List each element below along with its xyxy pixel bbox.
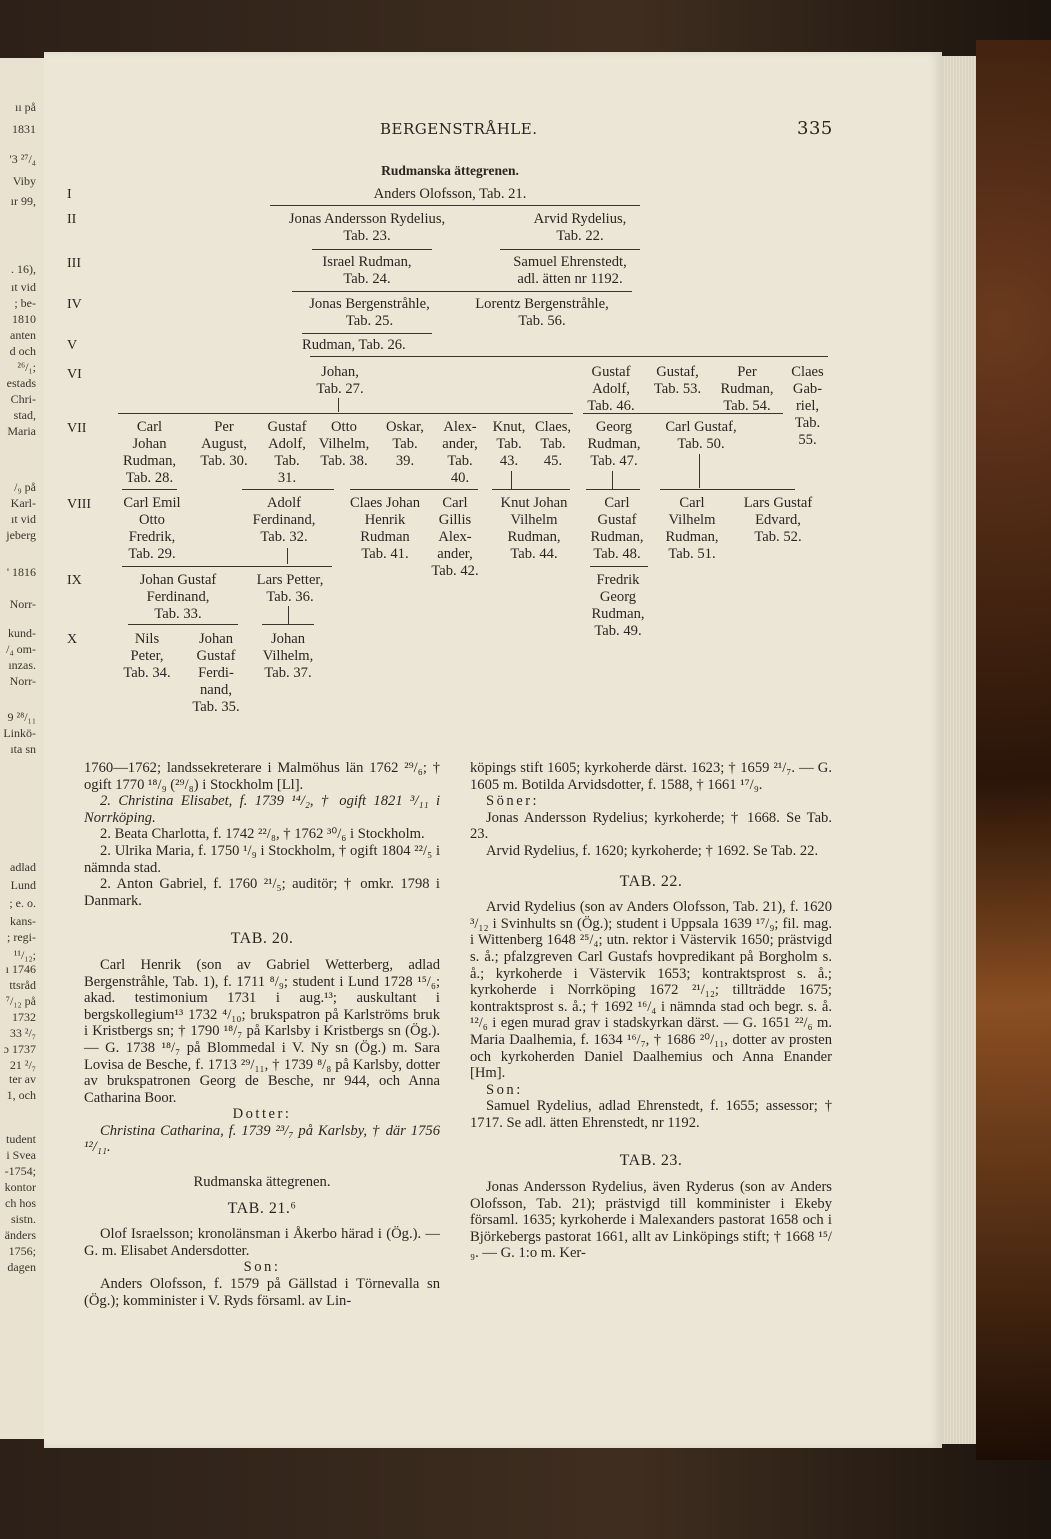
left-column — [84, 760, 440, 1309]
tree-stem — [511, 471, 512, 489]
tree-stem — [288, 606, 289, 624]
previous-page-fragment: 1756; — [8, 1244, 36, 1258]
previous-page-fragment: Lund — [10, 878, 36, 892]
tree-node: Carl Emil Otto Fredrik, Tab. 29. — [123, 495, 181, 562]
previous-page-fragment: ıt vid — [10, 280, 36, 294]
tree-node: Alex- ander, Tab. 40. — [442, 419, 478, 486]
tree-node: Jonas Andersson Rydelius, Tab. 23. — [288, 211, 446, 244]
page-edges — [940, 56, 976, 1444]
tree-node: Per August, Tab. 30. — [200, 419, 248, 469]
tree-node: Israel Rudman, Tab. 24. — [322, 254, 412, 287]
table-heading: TAB. 22. — [619, 872, 683, 890]
section-heading: Rudmanska ättegrenen. — [193, 1174, 331, 1191]
previous-page-fragment: ' 1816 — [6, 565, 36, 579]
roman-numeral: IV — [67, 297, 82, 312]
table-heading: TAB. 23. — [619, 1152, 683, 1170]
previous-page-fragment: ²⁶/₁; — [17, 360, 36, 374]
tree-bracket — [350, 489, 478, 490]
previous-page-fragment: Norr- — [9, 674, 36, 688]
subheading: Son: — [486, 1081, 523, 1098]
tree-stem — [338, 398, 339, 412]
tree-node: Jonas Bergenstråhle, Tab. 25. — [309, 296, 430, 329]
previous-page-fragment: '3 ²⁷/₄ — [9, 152, 36, 166]
subheading: Dotter: — [232, 1106, 292, 1123]
tree-node: Knut, Tab. 43. — [492, 419, 526, 469]
paragraph: Christina Catharina, f. 1739 ²³/₇ på Karlsby, † där 1756 ¹²/₁₁. — [84, 1122, 440, 1156]
roman-numeral: VI — [67, 367, 82, 382]
tree-node: Rudman, Tab. 26. — [302, 337, 406, 353]
page-number: 335 — [797, 118, 833, 139]
tree-node: Carl Gustaf Rudman, Tab. 48. — [590, 495, 644, 562]
tree-bracket — [586, 489, 640, 490]
previous-page-fragment: i Svea — [6, 1148, 36, 1162]
table-heading: TAB. 21.⁶ — [227, 1199, 297, 1217]
paragraph: Arvid Rydelius, f. 1620; kyrkoherde; † 1692. Se Tab. 22. — [486, 842, 819, 859]
previous-page-fragment: kans- — [10, 914, 36, 928]
paragraph: 1760—1762; landssekreterare i Malmöhus län 1762 ²⁹/₆; † ogift 1770 ¹⁸/₉ (²⁹/₈) i Stockholm [Ll]. — [84, 760, 440, 793]
tree-node: Carl Vilhelm Rudman, Tab. 51. — [665, 495, 719, 562]
previous-page-fragment: /₉ på — [14, 480, 36, 494]
paragraph: Anders Olofsson, f. 1579 på Gällstad i Törnevalla sn (Ög.); komminister i V. Ryds församl. av Lin- — [84, 1276, 440, 1309]
roman-numeral: I — [67, 187, 72, 202]
tree-bracket — [302, 333, 432, 334]
tree-node: Johan Vilhelm, Tab. 37. — [262, 631, 314, 681]
previous-page-fragment: 1810 — [12, 312, 36, 326]
previous-page-fragment: ter av — [9, 1072, 36, 1086]
previous-page-fragment: Viby — [12, 174, 36, 188]
paragraph: Arvid Rydelius (son av Anders Olofsson, Tab. 21), f. 1620 ³/₁₂ i Svinhults sn (Ög.); student i Uppsala 1639 ¹⁷/₉; fil. mag. i Wittenberg 1648 ²⁵/₄; utn. rektor i Västervik 1650; prästvigd s. å.; pfalzgreven Carl Gustafs hovpredikant på Borgholm s. å.; kyrkoherde i Västervik 1653; kontraktsprost s. å.; kyrkoherde i Norrköping 1672 ²¹/₁₂; tillträdde 1675; kontraktsprost s. å.; † 1692 ¹⁶/₄ i nämnda stad och begr. s. å. ¹²/₆ i egen murad grav i stadskyrkan därst. — G. 1651 ²²/₆ m. Maria Daalhemia, f. 1634 ¹⁶/₇, † 1686 ²⁰/₁₁, dotter av prosten och kyrkoherden Daniel Daalhemius och Anna Enander [Hm]. — [470, 899, 832, 1082]
previous-page-fragment: ıt vid — [10, 512, 36, 526]
previous-page-fragment: ır 99, — [10, 194, 36, 208]
previous-page-strip — [0, 58, 45, 1439]
previous-page-fragment: Norr- — [9, 597, 36, 611]
previous-page-fragment: 9 ²⁸/₁₁ — [7, 710, 36, 724]
tree-node: Arvid Rydelius, Tab. 22. — [533, 211, 627, 244]
tree-node: Claes Johan Henrik Rudman Tab. 41. — [349, 495, 421, 562]
roman-numeral: III — [67, 256, 81, 271]
tree-node: Georg Rudman, Tab. 47. — [587, 419, 641, 469]
tree-bracket — [128, 624, 238, 625]
tree-node: Otto Vilhelm, Tab. 38. — [318, 419, 370, 469]
tree-node: Johan Gustaf Ferdi- nand, Tab. 35. — [192, 631, 240, 715]
previous-page-fragment: Chri- — [10, 392, 36, 406]
roman-numeral: VIII — [67, 497, 92, 512]
previous-page-fragment: estads — [6, 376, 36, 390]
tree-bracket — [660, 489, 795, 490]
tree-bracket — [122, 489, 177, 490]
tree-bracket — [310, 356, 828, 357]
tree-stem — [287, 548, 288, 564]
roman-numeral: X — [67, 632, 78, 647]
tree-stem — [699, 454, 700, 488]
paragraph: Jonas Andersson Rydelius, även Ryderus (son av Anders Olofsson, Tab. 21); prästvigd till komminister i Ekeby församl. 1635; kyrkoherde i Malexanders pastorat 1658 och i Björkebergs pastorat 1661, allt av Linköpings stift; † 1668 ¹⁵/₉. — G. 1:o m. Ker- — [470, 1179, 832, 1262]
running-head: BERGENSTRÅHLE. — [380, 120, 538, 138]
tree-node: Gustaf Adolf, Tab. 31. — [267, 419, 307, 486]
previous-page-fragment: änders — [4, 1228, 36, 1242]
tree-bracket — [122, 566, 332, 567]
tree-node: Gustaf Adolf, Tab. 46. — [587, 364, 635, 414]
previous-page-fragment: tudent — [6, 1132, 36, 1146]
previous-page-fragment: 1, och — [6, 1088, 36, 1102]
previous-page-fragment: adlad — [10, 860, 36, 874]
paragraph: Samuel Rydelius, adlad Ehrenstedt, f. 1655; assessor; † 1717. Se adl. ätten Ehrenstedt, nr 1192. — [470, 1098, 832, 1131]
tree-node: Samuel Ehrenstedt, adl. ätten nr 1192. — [513, 254, 627, 287]
subheading: Söner: — [486, 793, 540, 810]
tree-node: Carl Gillis Alex- ander, Tab. 42. — [431, 495, 479, 579]
previous-page-fragment: d och — [9, 344, 36, 358]
previous-page-fragment: sistn. — [10, 1212, 36, 1226]
previous-page-fragment: 33 ²/₇ — [9, 1026, 36, 1040]
tree-node: Gustaf, Tab. 53. — [653, 364, 702, 397]
previous-page-fragment: 21 ²/₇ — [9, 1058, 36, 1072]
tree-bracket — [500, 249, 640, 250]
book-cover-edge — [976, 40, 1051, 1460]
tree-node: Lars Gustaf Edvard, Tab. 52. — [743, 495, 813, 545]
tree-node: Johan, Tab. 27. — [316, 364, 364, 397]
previous-page-fragment: kontor — [4, 1180, 36, 1194]
tree-bracket — [262, 624, 314, 625]
previous-page-fragment: ; be- — [14, 296, 36, 310]
roman-numeral: V — [67, 338, 78, 353]
tree-node: Carl Johan Rudman, Tab. 28. — [122, 419, 177, 486]
previous-page-fragment: ınzas. — [8, 658, 36, 672]
tree-bracket — [583, 413, 783, 414]
previous-page-fragment: Linkö- — [3, 726, 36, 740]
previous-page-fragment: anten — [10, 328, 36, 342]
subheading: Son: — [243, 1259, 281, 1276]
tree-node: Knut Johan Vilhelm Rudman, Tab. 44. — [500, 495, 568, 562]
previous-page-fragment: ɔ 1737 — [3, 1042, 36, 1056]
tree-bracket — [312, 249, 432, 250]
tree-node: Lorentz Bergenstråhle, Tab. 56. — [475, 296, 609, 329]
previous-page-fragment: 1831 — [12, 122, 36, 136]
tree-node: Adolf Ferdinand, Tab. 32. — [252, 495, 316, 545]
previous-page-fragment: 1732 — [12, 1010, 36, 1024]
tree-bracket — [590, 566, 648, 567]
previous-page-fragment: ıta sn — [10, 742, 36, 756]
table-heading: TAB. 20. — [230, 930, 294, 948]
right-column — [470, 760, 832, 1262]
previous-page-fragment: ; regi- — [7, 930, 36, 944]
previous-page-fragment: ¹¹/₁₂; — [13, 948, 36, 962]
tree-bracket — [492, 489, 570, 490]
roman-numeral: VII — [67, 421, 87, 436]
previous-page-fragment: jeberg — [6, 528, 36, 542]
tree-node: Oskar, Tab. 39. — [386, 419, 424, 469]
previous-page-fragment: ⁷/₁₂ på — [5, 994, 36, 1008]
tree-node: Fredrik Georg Rudman, Tab. 49. — [591, 572, 645, 639]
roman-numeral: IX — [67, 573, 82, 588]
previous-page-fragment: ch hos — [5, 1196, 36, 1210]
paragraph: Carl Henrik (son av Gabriel Wetterberg, adlad Bergenstråhle, Tab. 1), f. 1711 ⁸/₉; student i Lund 1728 ¹⁵/₆; akad. testimonium 1731 i aug.¹³; auskultant i bergskollegium¹³ 1732 ⁴/₁₀; brukspatron på Karlströms bruk i Kristbergs sn; † 1790 ¹⁸/₇ på Karlsby i Kristbergs sn (Ög.). — G. 1738 ¹⁸/₇ på Blommedal i V. Ny sn (Ög.) m. Sara Lovisa de Besche, f. 1713 ²⁹/₁₁, † 1739 ⁸/₈ på Karlsby, dotter av brukspatronen Georg de Besche, nr 944, och Anna Catharina Boor. — [84, 956, 440, 1106]
paragraph: 2. Ulrika Maria, f. 1750 ¹/₉ i Stockholm, † ogift 1804 ²²/₅ i nämnda stad. — [84, 842, 440, 876]
tree-node: Anders Olofsson, Tab. 21. — [373, 186, 527, 202]
tree-title: Rudmanska ättegrenen. — [381, 163, 519, 178]
previous-page-fragment: ttsråd — [9, 978, 36, 992]
paragraph: köpings stift 1605; kyrkoherde därst. 1623; † 1659 ²¹/₇. — G. 1605 m. Botilda Arvidsdotter, f. 1588, † 1661 ¹⁷/₉. — [470, 760, 832, 793]
tree-node: Lars Petter, Tab. 36. — [256, 572, 324, 605]
paragraph: Olof Israelsson; kronolänsman i Åkerbo härad i (Ög.). — G. m. Elisabet Andersdotter. — [84, 1226, 440, 1259]
tree-node: Claes Gab- riel, Tab. 55. — [791, 364, 824, 448]
previous-page-fragment: . 16), — [11, 262, 36, 276]
previous-page-fragment: ı 1746 — [5, 962, 36, 976]
tree-node: Per Rudman, Tab. 54. — [720, 364, 774, 414]
previous-page-fragment: Karl- — [10, 496, 36, 510]
paragraph: 2. Christina Elisabet, f. 1739 ¹⁴/₂, † ogift 1821 ³/₁₁ i Norrköping. — [84, 793, 440, 826]
paragraph: Jonas Andersson Rydelius; kyrkoherde; † 1668. Se Tab. 23. — [470, 809, 832, 843]
previous-page-fragment: stad, — [13, 408, 36, 422]
previous-page-fragment: /₄ om- — [6, 642, 36, 656]
tree-node: Carl Gustaf, Tab. 50. — [665, 419, 737, 452]
tree-node: Johan Gustaf Ferdinand, Tab. 33. — [139, 572, 217, 622]
tree-bracket — [242, 489, 334, 490]
paragraph: 2. Anton Gabriel, f. 1760 ²¹/₅; auditör; † omkr. 1798 i Danmark. — [84, 876, 440, 909]
tree-bracket — [292, 291, 632, 292]
tree-node: Nils Peter, Tab. 34. — [123, 631, 171, 681]
previous-page-fragment: kund- — [8, 626, 36, 640]
previous-page-fragment: -1754; — [4, 1164, 36, 1178]
previous-page-fragment: ıı på — [15, 100, 36, 114]
previous-page-fragment: ; e. o. — [9, 896, 36, 910]
tree-bracket — [270, 205, 640, 206]
previous-page-fragment: Maria — [7, 424, 36, 438]
paragraph: 2. Beata Charlotta, f. 1742 ²²/₈, † 1762 ³⁰/₆ i Stockholm. — [100, 826, 425, 843]
tree-node: Claes, Tab. 45. — [534, 419, 572, 469]
tree-stem — [612, 471, 613, 489]
tree-bracket — [118, 413, 573, 414]
roman-numeral: II — [67, 212, 77, 227]
previous-page-fragment: dagen — [7, 1260, 36, 1274]
